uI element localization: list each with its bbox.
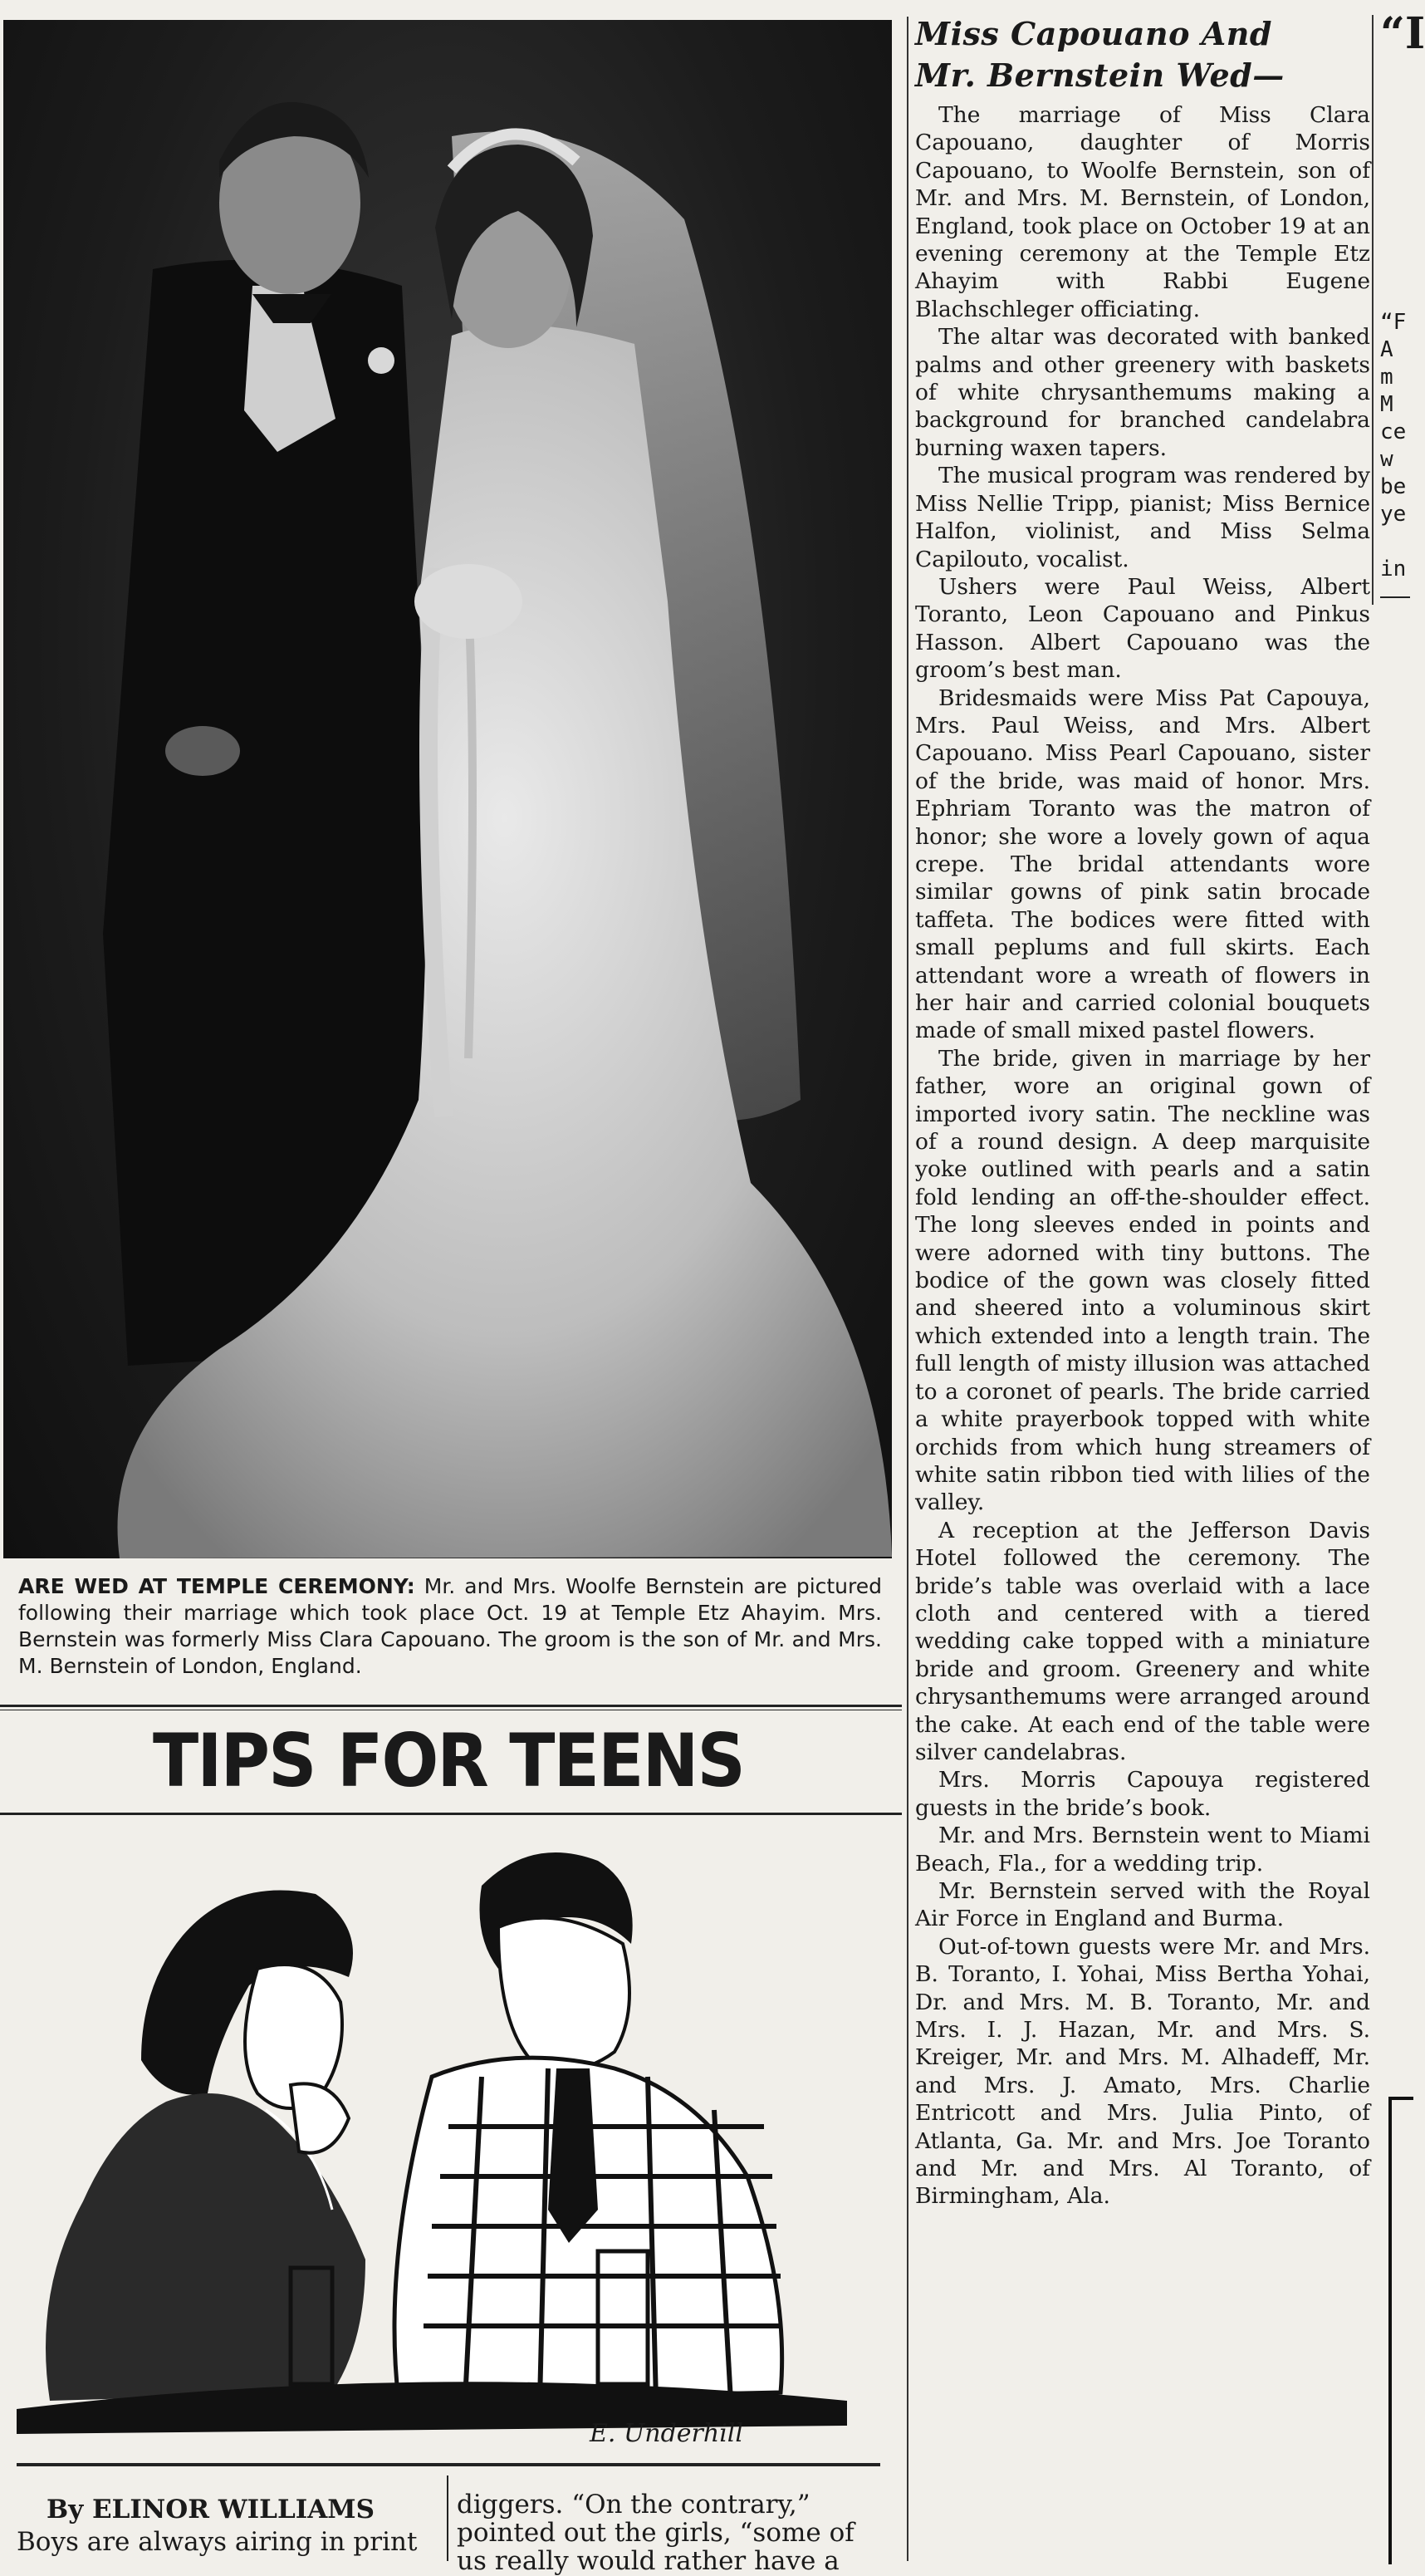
article-headline [915,13,1370,96]
edge-column-quote: “I [1380,8,1425,59]
article-paragraph: Bridesmaids were Miss Pat Capouya, Mrs. Paul Weiss, and Mrs. Albert Capouano. Miss Pearl Capouano, sister of the bride, was maid of honor. Mrs. Ephriam Toranto was the matron of honor; she wore a lovely gown of aqua crepe. The bridal attendants wore similar gowns of pink satin brocade taffeta. The bodices were fitted with small peplums and full skirts. Each attendant wore a wreath of flowers in her hair and carried colonial bouquets made of small mixed pastel flowers. [915,684,1370,1044]
tips-right-line: pointed out the girls, “some of [457,2518,855,2548]
wedding-photo-drawing [3,20,892,1558]
teens-cartoon [17,1828,880,2475]
headline-line-1: Miss Capouano And [915,15,1272,52]
cartoon-signature: E. Underhill [590,2419,743,2448]
article-paragraph: Mrs. Morris Capouya registered guests in the bride’s book. [915,1767,1370,1821]
article-paragraph: The marriage of Miss Clara Capouano, daughter of Morris Capouano, to Woolfe Bernstein, son of Mr. and Mrs. M. Bernstein, of London, England, took place on October 19 at an evening ceremony at the Temple Etz Ahayim with Rabbi Eugene Blachschleger officiating. [915,102,1370,322]
article-paragraph: The bride, given in marriage by her father, wore an original gown of imported ivory satin. The neckline was of a round design. A deep marquisite yoke outlined with pearls and a satin fold lending an off-the-shoulder effect. The long sleeves ended in points and were adorned with tiny buttons. The bodice of the gown was closely fitted and sheered into a voluminous skirt which extended into a length train. The full length of misty illusion was attached to a coronet of pearls. The bride carried a white prayerbook topped with white orchids from which hung streamers of white satin ribbon tied with lilies of the valley. [915,1045,1370,1516]
article-paragraph: Out-of-town guests were Mr. and Mrs. B. Toranto, I. Yohai, Miss Bertha Yohai, Dr. and Mrs. M. B. Toranto, Mr. and Mrs. I. J. Hazan, Mr. and Mrs. S. Kreiger, Mr. and Mrs. M. Alhadeff, Mr. and Mrs. J. Amato, Mrs. Charlie Entricott and Mrs. Julia Pinto, of Atlanta, Ga. Mr. and Mrs. Joe Toranto and Mr. and Mrs. Al Toranto, of Birmingham, Ala. [915,1933,1370,2210]
tips-right-line: diggers. “On the contrary,” [457,2490,810,2520]
section-divider [0,1705,902,1707]
article-paragraph: The altar was decorated with banked palms and other greenery with baskets of white chrysanthemums making a background for branched candelabra burning waxen tapers. [915,324,1370,461]
article-paragraph: Mr. and Mrs. Bernstein went to Miami Beach, Fla., for a wedding trip. [915,1823,1370,1877]
photo-caption [18,1573,882,1680]
article-paragraph: Mr. Bernstein served with the Royal Air Force in England and Burma. [915,1878,1370,1932]
edge-column-divider [1380,596,1410,598]
wedding-article [915,13,1370,2210]
caption-text: Mr. and Mrs. Woolfe Bernstein are pictured following their marriage which took place Oct. 19 at Temple Etz Ahayim. Mrs. Bernstein was formerly Miss Clara Capouano. The groom is the son of Mr. and Mrs. M. Bernstein of London, England. [18,1574,883,1678]
edge-column-fragments: “F A m M ce w be ye in [1380,310,1407,581]
title-underline [0,1813,902,1815]
tips-column-right [457,2490,905,2575]
tips-column-divider [447,2475,448,2561]
teens-cartoon-drawing [17,1828,880,2475]
article-body [915,101,1370,2210]
byline: By ELINOR WILLIAMS [47,2495,375,2524]
article-paragraph: A reception at the Jefferson Davis Hotel followed the ceremony. The bride’s table was overlaid with a lace cloth and centered with a tiered wedding cake topped with a miniature bride and groom. Greenery and white chrysanthemums were arranged around the cake. At each end of the table were silver candelabras. [915,1517,1370,1765]
caption-lead: ARE WED AT TEMPLE CEREMONY: [18,1574,415,1598]
column-rule [907,17,908,2561]
wedding-photo [3,20,892,1558]
article-paragraph: The musical program was rendered by Miss Nellie Tripp, pianist; Miss Bernice Halfon, violinist, and Miss Selma Capilouto, vocalist. [915,463,1370,572]
headline-line-2: Mr. Bernstein Wed— [915,56,1285,94]
edge-column-box [1388,2097,1413,2564]
cartoon-baseline [17,2463,880,2466]
tips-column-left-text: Boys are always airing in print [17,2527,418,2557]
tips-right-line: us really would rather have a [457,2546,840,2576]
edge-column-rule [1372,15,1374,605]
article-paragraph: Ushers were Paul Weiss, Albert Toranto, Leon Capouano and Pinkus Hasson. Albert Capouano was the groom’s best man. [915,573,1370,684]
tips-for-teens-title: TIPS FOR TEENS [153,1718,744,1803]
